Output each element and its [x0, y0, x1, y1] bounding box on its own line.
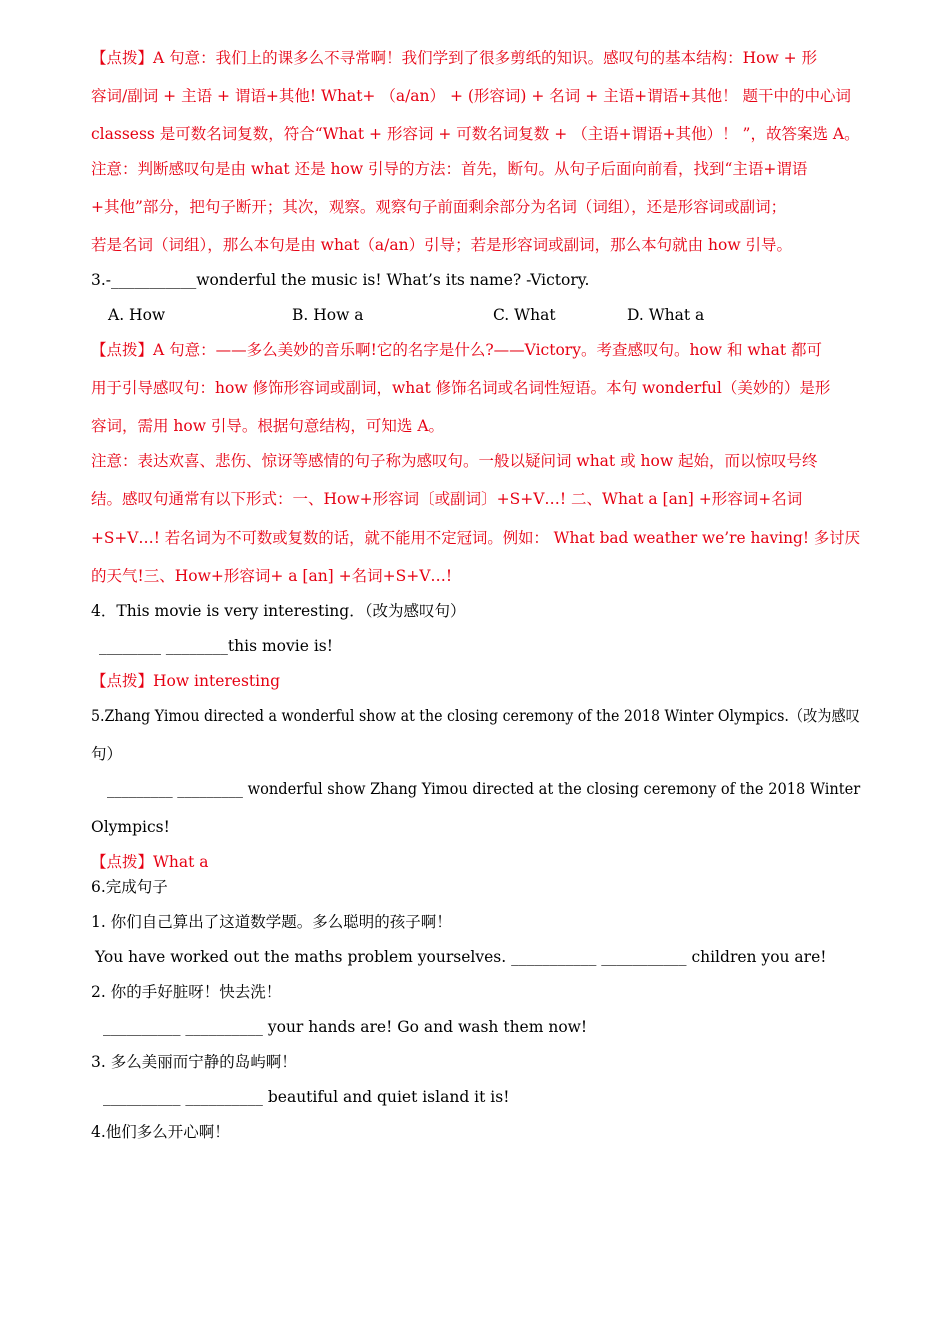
q6-item-1-english: You have worked out the maths problem yourselves. ___________ ___________ children you are! [95, 948, 827, 966]
tip3-line-4: 注意：表达欢喜、悲伤、惊讶等感情的句子称为感叹句。一般以疑问词 what 或 how 起始，而以惊叹号终 [91, 452, 818, 470]
q6-item-3-chinese: 3. 多么美丽而宁静的岛屿啊！ [91, 1053, 297, 1071]
tip1-line-5: +其他”部分，把句子断开；其次，观察。观察句子前面剩余部分为名词（词组），还是形容词或副词； [91, 198, 787, 216]
q6-item-2-chinese: 2. 你的手好脏呀！快去洗！ [91, 983, 282, 1001]
q5-tip: 【点拨】What a [91, 853, 209, 871]
q4-blank-line: ________ ________this movie is! [99, 637, 333, 655]
q3-option-b: B. How a [292, 306, 364, 324]
q5-blank-line-1: _________ _________ wonderful show Zhang Yimou directed at the closing ceremony of the 2018 Winter [107, 780, 861, 798]
q6-item-4-chinese: 4.他们多么开心啊！ [91, 1123, 230, 1141]
q4-stem: 4．This movie is very interesting．（改为感叹句） [91, 602, 466, 620]
tip1-line-6: 若是名词（词组），那么本句是由 what（a/an）引导；若是形容词或副词，那么本句就由 how 引导。 [91, 236, 793, 254]
tip3-line-5: 结。感叹句通常有以下形式：一、How+形容词〔或副词〕+S+V…! 二、What a [an] +形容词+名词 [91, 490, 803, 508]
q6-item-1-chinese: 1. 你们自己算出了这道数学题。多么聪明的孩子啊！ [91, 913, 452, 931]
tip1-line-1: 【点拨】A 句意：我们上的课多么不寻常啊！我们学到了很多剪纸的知识。感叹句的基本结构：How + 形 [91, 49, 818, 67]
q3-option-d: D. What a [627, 306, 705, 324]
q3-stem: 3.-___________wonderful the music is! What’s its name? -Victory. [91, 271, 590, 289]
tip3-line-1: 【点拨】A 句意：——多么美妙的音乐啊!它的名字是什么?——Victory。考查感叹句。how 和 what 都可 [91, 341, 823, 359]
q3-option-c: C. What [493, 306, 556, 324]
q5-stem-line-2: 句） [91, 745, 123, 763]
tip1-line-3: classess 是可数名词复数，符合“What + 形容词 + 可数名词复数 + （主语+谓语+其他）！ ”，故答案选 A。 [91, 125, 860, 143]
tip1-line-2: 容词/副词 + 主语 + 谓语+其他! What+ （a/an） + (形容词) + 名词 + 主语+谓语+其他！ 题干中的中心词 [91, 87, 852, 105]
tip3-line-7: 的天气!三、How+形容词+ a [an] +名词+S+V…! [91, 567, 453, 585]
q5-blank-line-2: Olympics! [91, 818, 170, 836]
q6-title: 6.完成句子 [91, 878, 168, 896]
tip1-line-4: 注意：判断感叹句是由 what 还是 how 引导的方法：首先，断句。从句子后面向前看，找到“主语+谓语 [91, 160, 808, 178]
tip3-line-6: +S+V…! 若名词为不可数或复数的话，就不能用不定冠词。例如： What bad weather we’re having! 多讨厌 [91, 529, 861, 547]
q5-stem-line-1: 5.Zhang Yimou directed a wonderful show at the closing ceremony of the 2018 Winter Olympics.（改为感叹 [91, 707, 860, 725]
tip3-line-2: 用于引导感叹句：how 修饰形容词或副词，what 修饰名词或名词性短语。本句 wonderful（美妙的）是形 [91, 379, 831, 397]
tip3-line-3: 容词，需用 how 引导。根据句意结构，可知选 A。 [91, 417, 445, 435]
q6-item-3-english: __________ __________ beautiful and quiet island it is! [103, 1088, 510, 1106]
q3-option-a: A. How [108, 306, 166, 324]
q4-tip: 【点拨】How interesting [91, 672, 281, 690]
q6-item-2-english: __________ __________ your hands are! Go and wash them now! [103, 1018, 588, 1036]
